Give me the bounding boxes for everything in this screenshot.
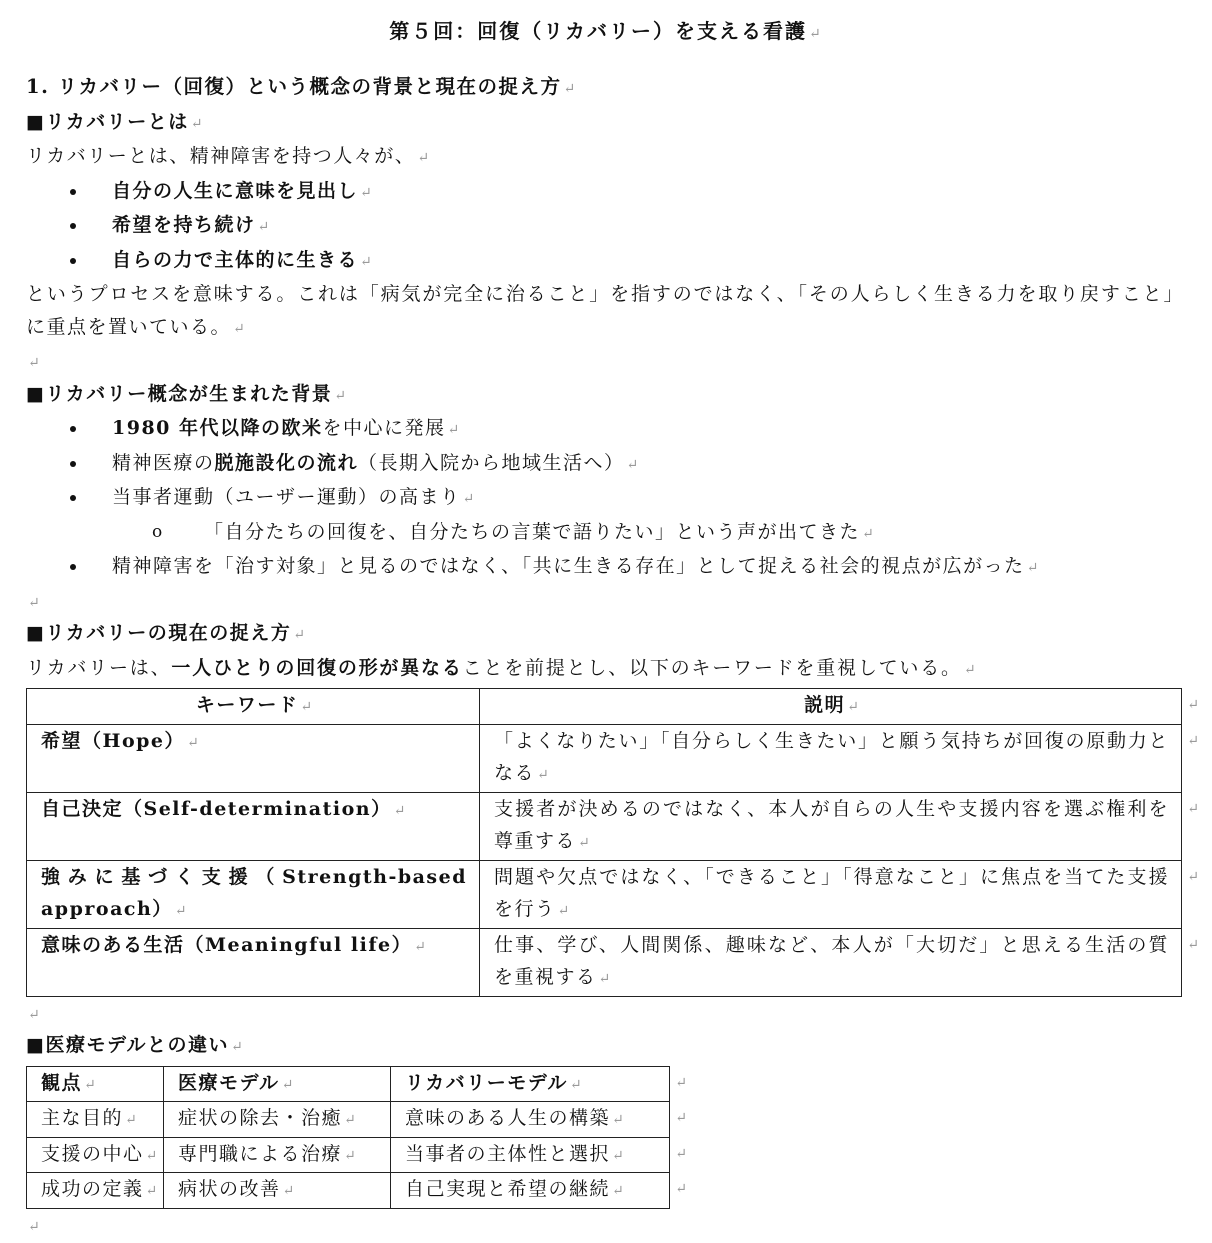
table-cell bbox=[27, 1173, 164, 1209]
paragraph-mark: ↵ bbox=[414, 938, 426, 955]
header-text: 医療モデル bbox=[178, 1071, 280, 1094]
paragraph-mark: ↵ bbox=[862, 525, 874, 542]
table-cell bbox=[391, 1137, 687, 1173]
list-item bbox=[26, 412, 1184, 447]
row-end-mark: ↵ bbox=[1187, 800, 1199, 817]
list-item bbox=[26, 244, 1184, 279]
paragraph-mark: ↵ bbox=[578, 835, 590, 851]
table-row bbox=[27, 1102, 670, 1138]
paragraph-mark: ↵ bbox=[145, 1147, 158, 1164]
bullet-bold-text: 脱施設化の流れ bbox=[214, 451, 359, 474]
paragraph-mark: ↵ bbox=[612, 1183, 624, 1199]
keyword-cell bbox=[27, 860, 480, 928]
table-cell bbox=[164, 1102, 391, 1138]
table-cell bbox=[391, 1102, 687, 1138]
bullet-text: を中心に発展 bbox=[322, 417, 446, 439]
table-header-cell bbox=[480, 689, 1199, 725]
paragraph-mark: ↵ bbox=[563, 81, 576, 97]
list-item bbox=[112, 516, 1184, 551]
description-cell bbox=[480, 860, 1199, 928]
paragraph-mark: ↵ bbox=[28, 594, 40, 611]
table-header-row bbox=[27, 1066, 670, 1102]
intro-text: ことを前提とし、以下のキーワードを重視している。 bbox=[462, 656, 962, 679]
header-text: リカバリーモデル bbox=[405, 1071, 568, 1094]
intro-text: リカバリーは、 bbox=[26, 656, 172, 679]
empty-paragraph bbox=[26, 345, 1184, 378]
bullet-text: （長期入院から地域生活へ） bbox=[358, 451, 625, 474]
row-end-mark: ↵ bbox=[675, 1181, 687, 1197]
paragraph-mark: ↵ bbox=[233, 320, 245, 337]
empty-paragraph bbox=[26, 1209, 1184, 1242]
paragraph-mark: ↵ bbox=[281, 1076, 294, 1093]
paragraph-mark: ↵ bbox=[145, 1183, 158, 1199]
description-cell bbox=[480, 792, 1199, 860]
paragraph-mark: ↵ bbox=[569, 1076, 582, 1093]
keyword-text: 意味のある生活（Meaningful life） bbox=[41, 933, 413, 956]
bullet-text: 当事者運動（ユーザー運動）の高まり bbox=[112, 486, 461, 508]
table-row bbox=[27, 1137, 670, 1173]
page-title bbox=[26, 14, 1184, 51]
paragraph-mark: ↵ bbox=[963, 661, 976, 678]
table-header-cell bbox=[27, 1066, 164, 1102]
sub-bullet-list bbox=[26, 516, 1184, 551]
paragraph-mark: ↵ bbox=[537, 767, 549, 783]
paragraph-mark: ↵ bbox=[190, 115, 203, 132]
row-end-mark: ↵ bbox=[1187, 732, 1199, 749]
keyword-cell bbox=[27, 724, 480, 792]
cell-text: 成功の定義 bbox=[41, 1178, 144, 1200]
conclusion-text: というプロセスを意味する。これは「病気が完全に治ること」を指すのではなく、「その人らしく生きる力を取り戻すこと」に重点を置いている。 bbox=[26, 283, 1184, 338]
sub-bullet-text: 「自分たちの回復を、自分たちの言葉で語りたい」という声が出てきた bbox=[204, 520, 861, 543]
description-text: 支援者が決めるのではなく、本人が自らの人生や支援内容を選ぶ権利を尊重する bbox=[494, 797, 1169, 852]
paragraph-mark: ↵ bbox=[612, 1112, 624, 1128]
row-end-mark: ↵ bbox=[675, 1074, 687, 1091]
paragraph-mark: ↵ bbox=[231, 1039, 243, 1055]
empty-paragraph bbox=[26, 997, 1184, 1030]
header-text: キーワード bbox=[195, 694, 299, 716]
description-text: 仕事、学び、人間関係、趣味など、本人が「大切だ」と思える生活の質を重視する bbox=[494, 933, 1169, 988]
list-item bbox=[26, 447, 1184, 482]
description-text: 「よくなりたい」「自分らしく生きたい」と願う気持ちが回復の原動力となる bbox=[494, 729, 1169, 784]
paragraph-mark: ↵ bbox=[612, 1147, 624, 1164]
description-text: 問題や欠点ではなく、「できること」「得意なこと」に焦点を当てた支援を行う bbox=[494, 865, 1169, 920]
table-row bbox=[27, 724, 1182, 792]
subheading-text: ■リカバリー概念が生まれた背景 bbox=[26, 382, 333, 405]
recovery-bullet-list bbox=[26, 175, 1184, 279]
table-cell bbox=[164, 1173, 391, 1209]
paragraph-mark: ↵ bbox=[1026, 560, 1039, 576]
table-row bbox=[27, 1173, 670, 1209]
table-header-cell bbox=[27, 689, 480, 725]
paragraph-mark: ↵ bbox=[360, 184, 372, 201]
conclusion-paragraph bbox=[26, 278, 1184, 345]
title-text: 第５回：回復（リカバリー）を支える看護 bbox=[389, 19, 808, 43]
row-end-mark: ↵ bbox=[1187, 868, 1199, 885]
cell-text: 主な目的 bbox=[41, 1107, 124, 1129]
intro-bold-text: 一人ひとりの回復の形が異なる bbox=[171, 656, 463, 679]
keyword-text: 強みに基づく支援（Strength-based approach） bbox=[41, 865, 467, 920]
paragraph-mark: ↵ bbox=[344, 1112, 356, 1128]
background-bullet-list bbox=[26, 412, 1184, 516]
paragraph-mark: ↵ bbox=[809, 26, 821, 42]
cell-text: 症状の除去・治癒 bbox=[178, 1107, 343, 1129]
row-end-mark: ↵ bbox=[1187, 697, 1199, 713]
subheading-text: ■リカバリーの現在の捉え方 bbox=[26, 622, 292, 644]
cell-text: 支援の中心 bbox=[41, 1142, 144, 1165]
paragraph-mark: ↵ bbox=[187, 734, 199, 751]
cell-text: 当事者の主体性と選択 bbox=[405, 1142, 611, 1165]
paragraph-mark: ↵ bbox=[334, 387, 346, 404]
subheading-background bbox=[26, 378, 1184, 413]
row-end-mark: ↵ bbox=[675, 1110, 687, 1126]
section-heading bbox=[26, 71, 1184, 106]
row-end-mark: ↵ bbox=[1187, 936, 1199, 953]
cell-text: 意味のある人生の構築 bbox=[405, 1107, 611, 1129]
current-intro-paragraph bbox=[26, 652, 1184, 687]
paragraph-mark: ↵ bbox=[417, 150, 430, 166]
intro-text: リカバリーとは、精神障害を持つ人々が、 bbox=[26, 145, 416, 167]
list-item bbox=[26, 481, 1184, 516]
paragraph-mark: ↵ bbox=[598, 971, 611, 987]
header-text: 観点 bbox=[41, 1071, 83, 1094]
background-bullet-list-2 bbox=[26, 550, 1184, 585]
paragraph-mark: ↵ bbox=[462, 491, 475, 507]
bullet-text: 自分の人生に意味を見出し bbox=[112, 179, 359, 202]
table-cell bbox=[164, 1137, 391, 1173]
cell-text: 病状の改善 bbox=[178, 1178, 281, 1200]
bullet-bold-text: 1980 年代以降の欧米 bbox=[112, 417, 323, 439]
list-item bbox=[26, 175, 1184, 210]
paragraph-mark: ↵ bbox=[300, 699, 313, 715]
subheading-medical-model bbox=[26, 1029, 1184, 1064]
paragraph-mark: ↵ bbox=[28, 355, 40, 371]
table-header-row bbox=[27, 689, 1182, 725]
subheading-text: ■リカバリーとは bbox=[26, 110, 189, 133]
section-heading-text: 1. リカバリー（回復）という概念の背景と現在の捉え方 bbox=[26, 75, 562, 98]
table-cell bbox=[27, 1102, 164, 1138]
paragraph-mark: ↵ bbox=[557, 903, 570, 919]
paragraph-mark: ↵ bbox=[293, 627, 305, 643]
paragraph-mark: ↵ bbox=[344, 1147, 356, 1164]
cell-text: 自己実現と希望の継続 bbox=[405, 1178, 611, 1200]
paragraph-mark: ↵ bbox=[125, 1112, 137, 1128]
paragraph-mark: ↵ bbox=[28, 1006, 40, 1023]
paragraph-mark: ↵ bbox=[28, 1218, 40, 1235]
paragraph-mark: ↵ bbox=[626, 456, 639, 473]
paragraph-mark: ↵ bbox=[282, 1183, 295, 1199]
paragraph-mark: ↵ bbox=[257, 219, 270, 235]
table-row bbox=[27, 792, 1182, 860]
intro-paragraph bbox=[26, 140, 1184, 175]
keyword-cell bbox=[27, 792, 480, 860]
bullet-text: 精神障害を「治す対象」と見るのではなく、「共に生きる存在」として捉える社会的視点が広がった bbox=[112, 555, 1025, 577]
keyword-table bbox=[26, 688, 1199, 997]
paragraph-mark: ↵ bbox=[447, 422, 460, 438]
paragraph-mark: ↵ bbox=[84, 1076, 96, 1093]
bullet-text: 精神医療の bbox=[112, 451, 215, 474]
header-text: 説明 bbox=[804, 694, 846, 716]
empty-paragraph bbox=[26, 585, 1184, 618]
description-cell bbox=[480, 724, 1199, 792]
list-item bbox=[26, 209, 1184, 244]
cell-text: 専門職による治療 bbox=[178, 1142, 343, 1165]
paragraph-mark: ↵ bbox=[847, 699, 859, 715]
table-row bbox=[27, 860, 1182, 928]
table-header-cell bbox=[164, 1066, 391, 1102]
document-page bbox=[26, 14, 1199, 1241]
table-row bbox=[27, 928, 1182, 996]
paragraph-mark: ↵ bbox=[360, 253, 372, 270]
table-cell bbox=[391, 1173, 687, 1209]
subheading-text: ■医療モデルとの違い bbox=[26, 1034, 230, 1056]
subheading-current-view bbox=[26, 617, 1184, 652]
subheading-what-is-recovery bbox=[26, 106, 1184, 141]
table-cell bbox=[27, 1137, 164, 1173]
paragraph-mark: ↵ bbox=[393, 802, 406, 819]
bullet-text: 希望を持ち続け bbox=[112, 214, 256, 236]
bullet-text: 自らの力で主体的に生きる bbox=[112, 248, 359, 271]
list-item bbox=[26, 550, 1184, 585]
table-header-cell bbox=[391, 1066, 687, 1102]
keyword-text: 自己決定（Self-determination） bbox=[41, 797, 392, 820]
paragraph-mark: ↵ bbox=[174, 903, 187, 919]
keyword-cell bbox=[27, 928, 480, 996]
keyword-text: 希望（Hope） bbox=[41, 729, 185, 752]
comparison-table bbox=[26, 1066, 687, 1209]
description-cell bbox=[480, 928, 1199, 996]
row-end-mark: ↵ bbox=[675, 1145, 687, 1162]
